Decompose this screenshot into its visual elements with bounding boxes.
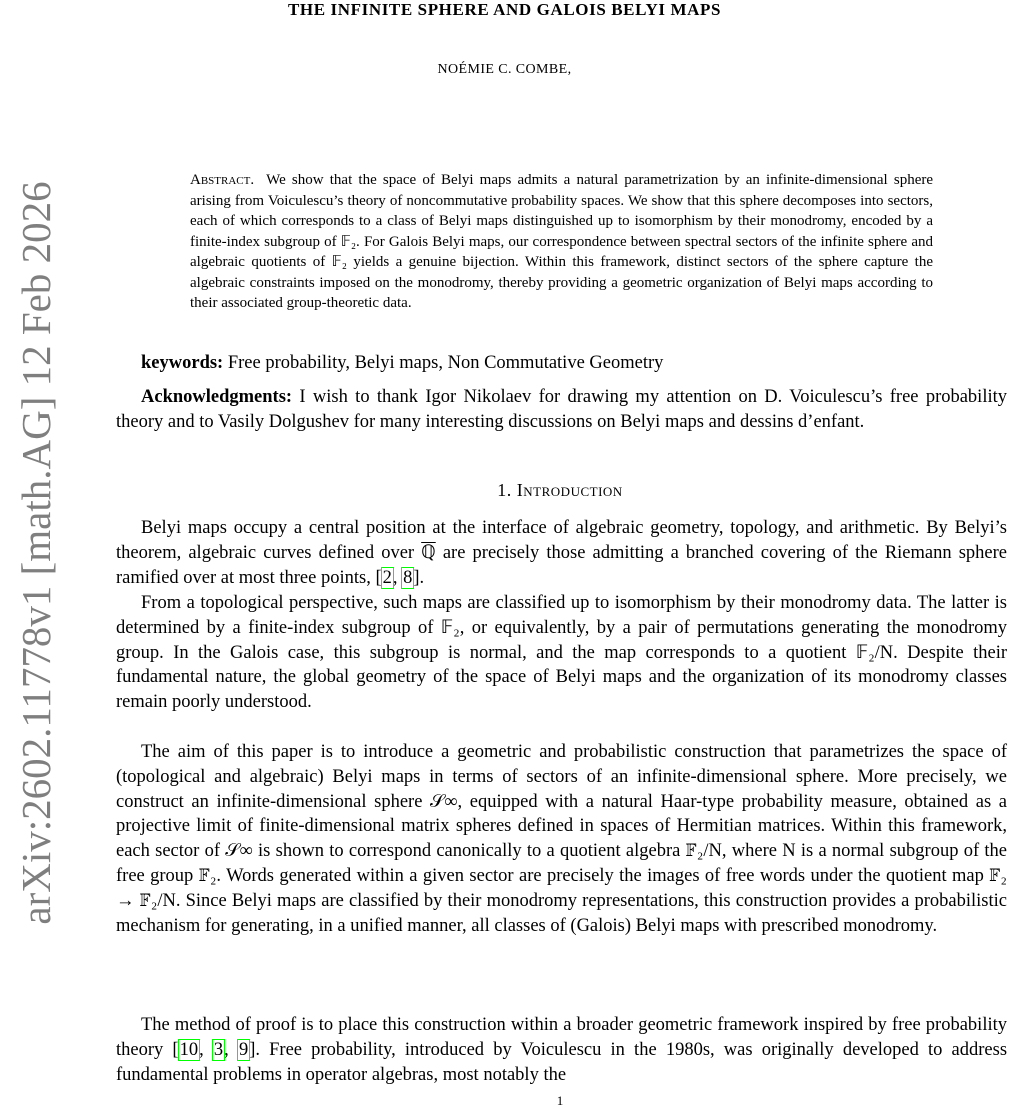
paragraph-1-text-a: Belyi maps occupy a central position at the interface of algebraic geometry, topology, and arithmetic. By Belyi’s theorem, algebraic curves defined over [116,518,1007,563]
citation-link[interactable]: 8 [403,567,413,588]
section-title: Introduction [516,480,623,500]
citation-link[interactable]: 3 [213,1039,224,1060]
paper-title: THE INFINITE SPHERE AND GALOIS BELYI MAPS [287,0,721,19]
citation-separator: , [392,567,403,588]
keywords-label: keywords: [141,353,224,373]
paragraph-1-text-b: are precisely those admitting a branched covering of the Riemann sphere ramified over at most three points, [ [116,542,1008,588]
section-number: 1. [497,480,512,500]
paragraph-3: The aim of this paper is to introduce a geometric and probabilistic construction that parametrizes the space of (topological and algebraic) Belyi maps in terms of sectors of an infinite-dimensional sphere. More precisely, we construct an infinite-dimensional sphere 𝒮∞, equipped with a natural Haar-type probability measure, obtained as a projective limit of finite-dimensional matrix spheres defined in spaces of Hermitian matrices. Within this framework, each sector of 𝒮∞ is shown to correspond canonically to a quotient algebra 𝔽₂/N, where N is a normal subgroup of the free group 𝔽₂. Words generated within a given sector are precisely the images of free words under the quotient map 𝔽₂ → 𝔽₂/N. Since Belyi maps are classified by their monodromy representations, this construction provides a probabilistic mechanism for generating, in a unified manner, all classes of (Galois) Belyi maps with prescribed monodromy. [116,742,1007,936]
section-heading [0,480,1009,501]
acknowledgments-text: I wish to thank Igor Nikolaev for drawing my attention on D. Voiculescu’s free probability theory and to Vasily Dolgushev for many interesting discussions on Belyi maps and dessins d’enfant. [116,387,1007,432]
acknowledgments-paragraph [116,385,1007,435]
abstract-label: Abstract. [190,172,255,188]
keywords-line [116,351,1007,376]
paragraph-4: The method of proof is to place this construction within a broader geometric framework inspired by free probability theory [10, 3, 9]. Free probability, introduced by Voiculescu in the 1980s, was originally developed to address fundamental problems in operator algebras, most notably the [116,1015,1008,1085]
citation-link[interactable]: 10 [179,1039,199,1060]
abstract-block [190,170,933,314]
citation-link[interactable]: 9 [238,1039,249,1060]
paragraph-4-text-a: The method of proof is to place this construction within a broader geometric framework inspired by free probability theory [ [116,1015,1007,1060]
paragraph-2: From a topological perspective, such maps are classified up to isomorphism by their monodromy data. The latter is determined by a finite-index subgroup of 𝔽₂, or equivalently, by a pair of permutations generating the monodromy group. In the Galois case, this subgroup is normal, and the map corresponds to a quotient 𝔽₂/N. Despite their fundamental nature, the global geometry of the space of Belyi maps and the organization of its monodromy classes remain poorly understood. [116,593,1007,713]
qbar-symbol: ℚ [421,542,436,563]
paragraph-1 [116,516,1007,590]
citation-link[interactable]: 2 [382,567,392,588]
paragraph-4-text-b: ]. Free probability, introduced by Voiculescu in the 1980s, was originally developed to address fundamental problems in operator algebras, most notably the [116,1039,1008,1085]
keywords-text: Free probability, Belyi maps, Non Commutative Geometry [227,353,664,373]
author-name: NOÉMIE C. COMBE, [437,62,572,77]
paragraph-1-end: ]. [413,567,425,588]
arxiv-identifier: arXiv:2602.11778v1 [math.AG] 12 Feb 2026 [13,181,59,925]
abstract-text: We show that the space of Belyi maps admits a natural parametrization by an infinite-dimensional sphere arising from Voiculescu’s theory of noncommutative probability spaces. We show that this sphere decomposes into sectors, each of which corresponds to a class of Belyi maps distinguished up to isomorphism by their monodromy, encoded by a finite-index subgroup of 𝔽₂. For Galois Belyi maps, our correspondence between spectral sectors of the infinite sphere and algebraic quotients of 𝔽₂ yields a genuine bijection. Within this framework, distinct sectors of the sphere capture the algebraic constraints imposed on the monodromy, thereby providing a geometric organization of Belyi maps according to their associated group-theoretic data. [190,172,934,311]
acknowledgments-label: Acknowledgments: [141,387,293,407]
page-number: 1 [556,1093,564,1108]
